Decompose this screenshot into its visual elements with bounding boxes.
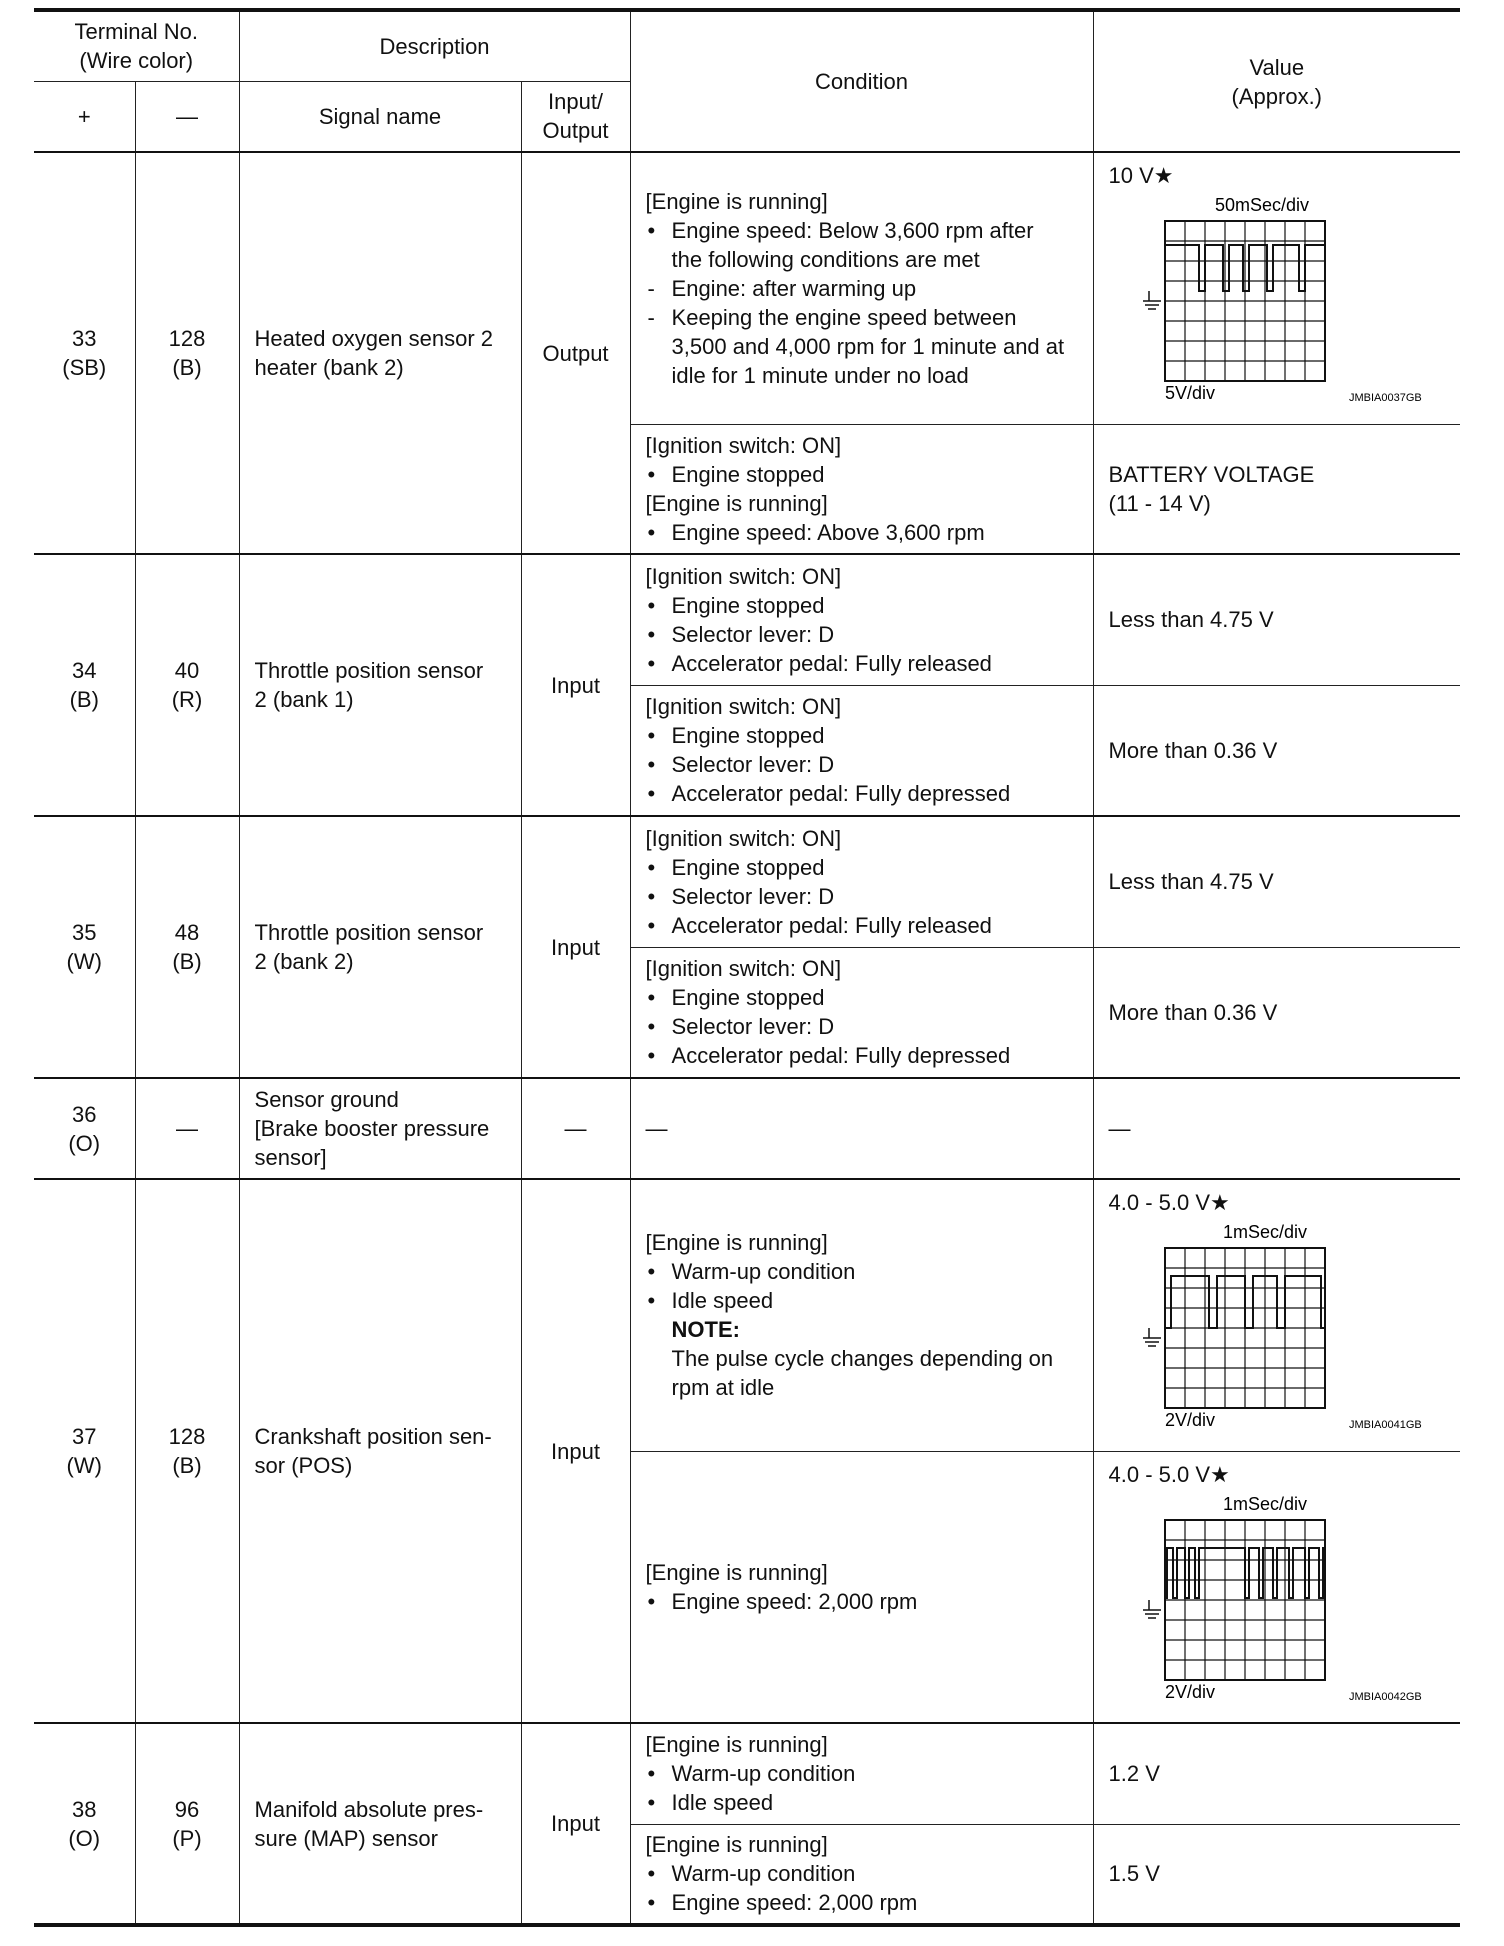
note-line: rpm at idle <box>671 1375 775 1401</box>
star-icon: ★ <box>1210 1190 1230 1215</box>
condition-line: Engine speed: Below 3,600 rpm after <box>671 217 1034 243</box>
terminal-minus <box>135 1723 239 1925</box>
condition-line: [Ignition switch: ON] <box>645 563 842 589</box>
bullet-icon: • <box>647 519 656 545</box>
value-cell: More than 0.36 V <box>1093 685 1460 816</box>
condition-line: 3,500 and 4,000 rpm for 1 minute and at <box>671 333 1065 359</box>
terminal-plus <box>34 1723 135 1925</box>
condition-line: Engine speed: 2,000 rpm <box>671 1588 918 1614</box>
condition-cell <box>630 947 1093 1078</box>
voltage-label: 4.0 - 5.0 V <box>1108 1190 1211 1215</box>
condition-line: Engine stopped <box>671 592 825 618</box>
condition-line: Accelerator pedal: Fully released <box>671 912 992 938</box>
value-cell <box>1093 424 1460 554</box>
volt-div-label: 2V/div <box>1164 1410 1215 1430</box>
terminal-number: 33 <box>72 326 97 351</box>
condition-line: Keeping the engine speed between <box>671 304 1017 330</box>
condition-line: Engine stopped <box>671 854 825 880</box>
condition-cell <box>630 424 1093 554</box>
figure-code: JMBIA0041GB <box>1348 1419 1422 1431</box>
bullet-icon: • <box>647 1259 656 1285</box>
value-cell: — <box>1093 1078 1460 1179</box>
condition-cell <box>630 152 1093 424</box>
value-line: BATTERY VOLTAGE <box>1108 461 1315 487</box>
terminal-number: 96 <box>174 1796 200 1822</box>
volt-div-label: 5V/div <box>1164 383 1215 403</box>
ecm-terminal-table <box>34 8 1460 1927</box>
signal-line: 2 (bank 2) <box>254 949 354 974</box>
ground-icon <box>1143 1600 1161 1618</box>
terminal-number: 34 <box>72 658 97 683</box>
star-icon: ★ <box>1153 163 1174 188</box>
terminal-minus <box>135 816 239 1078</box>
time-div-label: 1mSec/div <box>1222 1222 1307 1242</box>
io-type: Input <box>521 816 630 1078</box>
signal-line: Crankshaft position sen- <box>254 1424 492 1449</box>
table-row <box>34 152 1460 424</box>
condition-line: Engine stopped <box>671 461 825 487</box>
value-cell: More than 0.36 V <box>1093 947 1460 1078</box>
terminal-number: 35 <box>72 920 97 945</box>
table-row <box>34 554 1460 685</box>
table-row <box>34 1078 1460 1179</box>
header-signal-name: Signal name <box>239 81 521 152</box>
value-cell: Less than 4.75 V <box>1093 816 1460 947</box>
condition-line: Idle speed <box>671 1790 774 1816</box>
condition-line: [Engine is running] <box>645 490 828 516</box>
header-io-line2: Output <box>542 118 609 144</box>
signal-line: Throttle position sensor <box>254 920 484 945</box>
wire-color: (W) <box>66 949 102 974</box>
wire-color: (B) <box>69 687 99 712</box>
signal-line: sensor] <box>254 1145 327 1170</box>
terminal-number: 38 <box>72 1796 97 1822</box>
terminal-plus <box>34 554 135 816</box>
bullet-icon: • <box>647 621 656 647</box>
header-condition: Condition <box>630 10 1093 152</box>
bullet-icon: • <box>647 854 656 880</box>
condition-line: Engine stopped <box>671 985 825 1011</box>
terminal-minus: — <box>135 1078 239 1179</box>
terminal-minus <box>135 152 239 554</box>
wire-color: (B) <box>172 949 202 974</box>
condition-line: Selector lever: D <box>671 883 835 909</box>
wire-color: (B) <box>172 1453 202 1478</box>
condition-line: [Ignition switch: ON] <box>645 694 842 720</box>
io-type: Output <box>521 152 630 554</box>
note-line: The pulse cycle changes depending on <box>671 1346 1054 1372</box>
header-io-line1: Input/ <box>548 89 604 115</box>
condition-line: [Engine is running] <box>645 1230 828 1256</box>
condition-cell <box>630 1723 1093 1824</box>
signal-name <box>239 816 521 1078</box>
terminal-number: 40 <box>174 658 200 683</box>
bullet-icon: • <box>647 912 656 938</box>
signal-name <box>239 1723 521 1925</box>
signal-line: sor (POS) <box>254 1453 353 1478</box>
condition-line: Engine: after warming up <box>671 275 917 301</box>
condition-line: Engine stopped <box>671 723 825 749</box>
condition-line: [Engine is running] <box>645 1732 828 1758</box>
condition-cell <box>630 1824 1093 1925</box>
value-cell <box>1093 1179 1460 1451</box>
wire-color: (O) <box>68 1825 101 1851</box>
condition-line: [Engine is running] <box>645 1559 828 1585</box>
wire-color: (R) <box>171 687 203 712</box>
oscilloscope-waveform <box>1109 1488 1454 1718</box>
waveform-trace <box>1165 1276 1325 1328</box>
bullet-icon: • <box>647 650 656 676</box>
condition-line: Selector lever: D <box>671 1014 835 1040</box>
dash-icon: - <box>647 304 655 330</box>
signal-line: heater (bank 2) <box>254 355 404 380</box>
terminal-plus <box>34 1179 135 1723</box>
terminal-plus <box>34 816 135 1078</box>
bullet-icon: • <box>647 723 656 749</box>
bullet-icon: • <box>647 461 656 487</box>
signal-line: Heated oxygen sensor 2 <box>254 326 494 351</box>
condition-line: idle for 1 minute under no load <box>671 362 969 388</box>
signal-line: Manifold absolute pres- <box>254 1796 484 1822</box>
header-wire-color: (Wire color) <box>79 48 194 74</box>
header-description: Description <box>239 10 630 81</box>
signal-line: Sensor ground <box>254 1087 399 1112</box>
bullet-icon: • <box>647 1890 656 1916</box>
terminal-plus <box>34 1078 135 1179</box>
condition-cell <box>630 1179 1093 1451</box>
wire-color: (W) <box>66 1453 102 1478</box>
terminal-number: 128 <box>168 1424 206 1449</box>
bullet-icon: • <box>647 1861 656 1887</box>
voltage-label: 4.0 - 5.0 V <box>1108 1461 1211 1487</box>
terminal-number: 48 <box>174 920 200 945</box>
io-type: — <box>521 1078 630 1179</box>
io-type: Input <box>521 1723 630 1925</box>
table-row <box>34 816 1460 947</box>
signal-line: [Brake booster pressure <box>254 1116 490 1141</box>
condition-cell <box>630 816 1093 947</box>
bullet-icon: • <box>647 752 656 778</box>
signal-name <box>239 152 521 554</box>
dash-icon: - <box>647 275 655 301</box>
condition-line: the following conditions are met <box>671 246 980 272</box>
value-cell: Less than 4.75 V <box>1093 554 1460 685</box>
figure-code: JMBIA0042GB <box>1348 1690 1422 1703</box>
bullet-icon: • <box>647 217 656 243</box>
terminal-minus <box>135 554 239 816</box>
condition-line: Warm-up condition <box>671 1761 856 1787</box>
header-value-label: Value <box>1249 54 1305 80</box>
condition-line: Accelerator pedal: Fully depressed <box>671 781 1011 807</box>
signal-name <box>239 554 521 816</box>
condition-line: [Ignition switch: ON] <box>645 432 842 458</box>
header-value <box>1093 10 1460 152</box>
oscilloscope-waveform <box>1109 1216 1454 1446</box>
wire-color: (O) <box>68 1130 101 1156</box>
wire-color: (SB) <box>62 355 107 380</box>
header-input-output <box>521 81 630 152</box>
io-type: Input <box>521 554 630 816</box>
condition-cell <box>630 554 1093 685</box>
star-icon: ★ <box>1210 1461 1230 1487</box>
value-cell <box>1093 152 1460 424</box>
waveform-trace <box>1165 1548 1325 1598</box>
signal-line: sure (MAP) sensor <box>254 1825 438 1851</box>
volt-div-label: 2V/div <box>1164 1681 1215 1702</box>
wire-color: (P) <box>172 1825 202 1851</box>
time-div-label: 50mSec/div <box>1214 195 1309 215</box>
io-type: Input <box>521 1179 630 1723</box>
ground-icon <box>1143 291 1161 309</box>
bullet-icon: • <box>647 883 656 909</box>
wire-color: (B) <box>172 355 202 380</box>
note-label: NOTE: <box>671 1317 740 1343</box>
terminal-number: 128 <box>168 326 206 351</box>
condition-line: Idle speed <box>671 1288 774 1314</box>
condition-line: [Ignition switch: ON] <box>645 956 842 982</box>
condition-line: Accelerator pedal: Fully depressed <box>671 1043 1011 1069</box>
scope-grid <box>1165 1520 1325 1680</box>
header-plus: + <box>34 81 135 152</box>
figure-code: JMBIA0037GB <box>1348 392 1422 404</box>
bullet-icon: • <box>647 1043 656 1069</box>
terminal-number: 37 <box>72 1424 97 1449</box>
signal-name <box>239 1179 521 1723</box>
table-row <box>34 1723 1460 1824</box>
voltage-label: 10 V <box>1108 163 1154 188</box>
ground-icon <box>1143 1328 1161 1346</box>
bullet-icon: • <box>647 1790 656 1816</box>
condition-line: Accelerator pedal: Fully released <box>671 650 992 676</box>
bullet-icon: • <box>647 781 656 807</box>
header-terminal <box>34 10 239 81</box>
condition-line: Engine speed: 2,000 rpm <box>671 1890 918 1916</box>
value-cell: 1.2 V <box>1093 1723 1460 1824</box>
bullet-icon: • <box>647 1761 656 1787</box>
signal-line: Throttle position sensor <box>254 658 484 683</box>
header-value-approx: (Approx.) <box>1231 83 1323 109</box>
terminal-minus <box>135 1179 239 1723</box>
signal-line: 2 (bank 1) <box>254 687 354 712</box>
condition-line: Warm-up condition <box>671 1259 856 1285</box>
condition-line: Selector lever: D <box>671 752 835 778</box>
bullet-icon: • <box>647 1588 656 1614</box>
table-row <box>34 1179 1460 1451</box>
terminal-number: 36 <box>72 1101 97 1127</box>
condition-cell <box>630 1451 1093 1723</box>
condition-line: [Engine is running] <box>645 188 828 214</box>
value-line: (11 - 14 V) <box>1108 490 1211 516</box>
bullet-icon: • <box>647 1014 656 1040</box>
value-cell: 1.5 V <box>1093 1824 1460 1925</box>
condition-cell: — <box>630 1078 1093 1179</box>
header-terminal-no: Terminal No. <box>74 19 198 45</box>
bullet-icon: • <box>647 592 656 618</box>
signal-name <box>239 1078 521 1179</box>
header-minus: — <box>135 81 239 152</box>
condition-line: Engine speed: Above 3,600 rpm <box>671 519 985 545</box>
oscilloscope-waveform <box>1109 189 1454 419</box>
bullet-icon: • <box>647 1288 656 1314</box>
condition-line: Selector lever: D <box>671 621 835 647</box>
value-cell <box>1093 1451 1460 1723</box>
condition-line: [Ignition switch: ON] <box>645 825 842 851</box>
time-div-label: 1mSec/div <box>1222 1493 1307 1514</box>
condition-cell <box>630 685 1093 816</box>
terminal-plus <box>34 152 135 554</box>
bullet-icon: • <box>647 985 656 1011</box>
condition-line: [Engine is running] <box>645 1832 828 1858</box>
condition-line: Warm-up condition <box>671 1861 856 1887</box>
